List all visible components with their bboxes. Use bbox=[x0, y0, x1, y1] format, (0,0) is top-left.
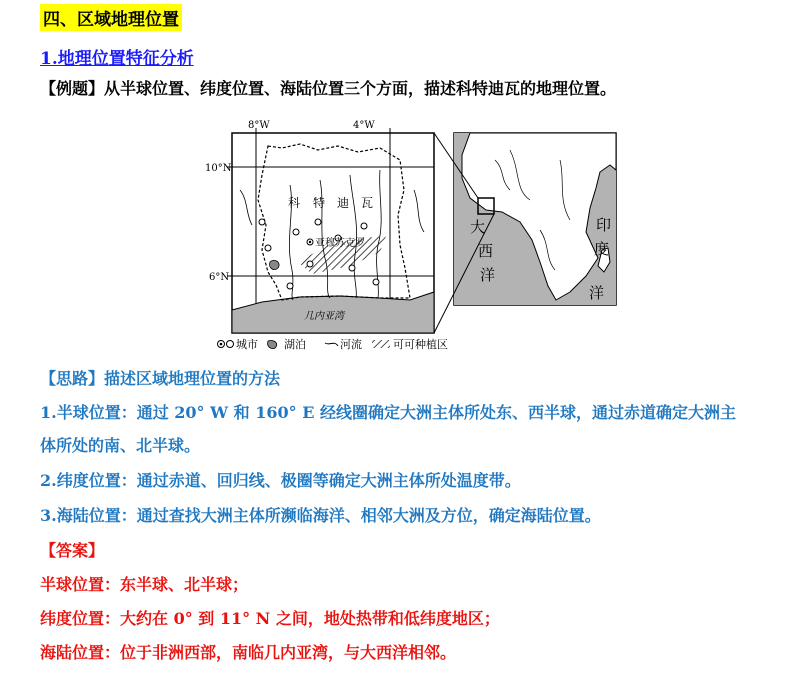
country-char-1: 科 bbox=[288, 196, 301, 210]
country-char-2: 特 bbox=[313, 196, 326, 210]
lat-label-6n: 6°N bbox=[209, 272, 230, 283]
approach-line-1: 1.半球位置：通过 20° W 和 160° E 经线圈确定大洲主体所处东、西半球，通过赤道确定大洲主 bbox=[40, 403, 736, 422]
example-question: 【例题】从半球位置、纬度位置、海陆位置三个方面，描述科特迪瓦的地理位置。 bbox=[40, 79, 617, 98]
cocoa-symbol-icon bbox=[372, 340, 390, 348]
approach-line-4: 3.海陆位置：通过查找大洲主体所濒临海洋、相邻大洲及方位，确定海陆位置。 bbox=[40, 506, 601, 525]
map-legend bbox=[218, 337, 449, 351]
river-symbol-icon bbox=[325, 343, 338, 346]
atlantic-char-2: 西 bbox=[478, 242, 494, 260]
lake-symbol-icon bbox=[268, 340, 277, 348]
indian-char-3: 洋 bbox=[589, 284, 605, 302]
atlantic-char-1: 大 bbox=[470, 218, 486, 236]
subheading-link[interactable]: 1.地理位置特征分析 bbox=[40, 49, 194, 69]
lake bbox=[270, 260, 279, 269]
approach-line-2: 体所处的南、北半球。 bbox=[40, 436, 201, 455]
indian-char-2: 度 bbox=[594, 240, 610, 258]
atlantic-char-3: 洋 bbox=[480, 266, 496, 284]
answer-line-1: 半球位置：东半球、北半球； bbox=[40, 575, 249, 594]
gulf-label: 几内亚湾 bbox=[304, 311, 344, 322]
legend-city: 城市 bbox=[236, 338, 258, 351]
answer-heading: 【答案】 bbox=[40, 541, 105, 560]
lon-label-4w: 4°W bbox=[353, 120, 375, 131]
lon-label-8w: 8°W bbox=[248, 120, 270, 131]
legend-cocoa: 可可种植区 bbox=[393, 338, 448, 351]
legend-river: 河流 bbox=[340, 338, 362, 351]
country-char-4: 瓦 bbox=[361, 196, 374, 210]
lat-label-10n: 10°N bbox=[205, 163, 232, 174]
country-char-3: 迪 bbox=[337, 196, 350, 210]
approach-heading: 【思路】描述区域地理位置的方法 bbox=[40, 369, 281, 388]
approach-line-3: 2.纬度位置：通过赤道、回归线、极圈等确定大洲主体所处温度带。 bbox=[40, 471, 521, 490]
lake-label: 亚穆苏克罗 bbox=[315, 238, 365, 249]
legend-lake: 湖泊 bbox=[284, 338, 306, 351]
answer-line-2: 纬度位置：大约在 0° 到 11° N 之间，地处热带和低纬度地区； bbox=[40, 609, 500, 628]
indian-char-1: 印 bbox=[596, 216, 612, 234]
section-heading: 四、区域地理位置 bbox=[40, 4, 182, 31]
answer-line-3: 海陆位置：位于非洲西部，南临几内亚湾，与大西洋相邻。 bbox=[40, 643, 457, 662]
